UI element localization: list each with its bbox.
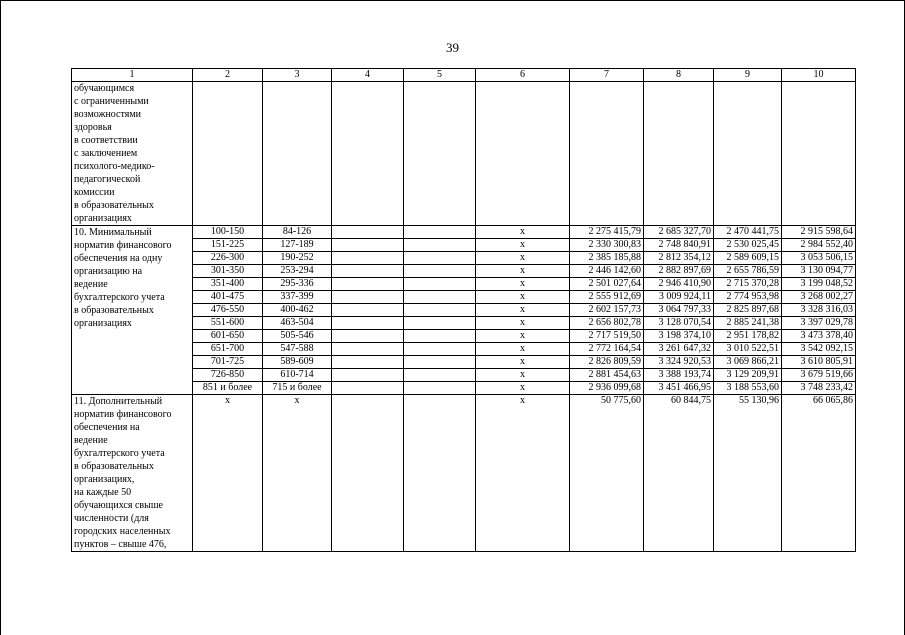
section9-text-description [72,82,193,226]
cell-c10: 2 984 552,40 [782,239,856,252]
page-frame-top [0,0,905,1]
cell-c8: 2 812 354,12 [644,252,714,265]
cell-empty [570,82,644,226]
cell-c9: 2 885 241,38 [714,317,782,330]
description-line: в соответствии [74,135,138,146]
cell-c2: 851 и более [193,382,263,395]
cell-c2: х [193,395,263,552]
section10-description [72,226,193,395]
description-line: в образовательных [74,305,154,316]
cell-c9: 2 825 897,68 [714,304,782,317]
cell-c7: 2 555 912,69 [570,291,644,304]
column-number-row [72,69,856,82]
description-line: норматив финансового [74,409,172,420]
description-line: обеспечения на [74,422,140,433]
cell-c6: х [476,317,570,330]
cell-empty [332,304,404,317]
cell-c6: х [476,265,570,278]
cell-c10: 3 679 519,66 [782,369,856,382]
description-line: организациях [74,318,132,329]
cell-empty [404,382,476,395]
cell-empty [404,265,476,278]
cell-empty [404,82,476,226]
cell-c3: 589-609 [263,356,332,369]
cell-c7: 2 936 099,68 [570,382,644,395]
section9-row [72,82,856,226]
norms-table [71,68,856,552]
cell-c10: 3 053 506,15 [782,252,856,265]
cell-c6: х [476,356,570,369]
description-line: 10. Минимальный [74,227,152,238]
cell-c2: 726-850 [193,369,263,382]
cell-c10: 3 473 378,40 [782,330,856,343]
cell-empty [332,330,404,343]
cell-c3: 190-252 [263,252,332,265]
description-line: здоровья [74,122,112,133]
cell-c3: 400-462 [263,304,332,317]
cell-c8: 2 748 840,91 [644,239,714,252]
cell-empty [404,278,476,291]
description-line: обеспечения на одну [74,253,163,264]
cell-c9: 2 589 609,15 [714,252,782,265]
cell-c6: х [476,304,570,317]
cell-empty [193,82,263,226]
cell-empty [332,278,404,291]
description-line: численности (для [74,513,149,524]
cell-c3: х [263,395,332,552]
description-line: психолого-медико- [74,161,155,172]
section11-row [72,395,856,552]
description-line: бухгалтерского учета [74,292,165,303]
cell-c10: 3 397 029,78 [782,317,856,330]
cell-c7: 50 775,60 [570,395,644,552]
description-line: ведение [74,279,108,290]
cell-c3: 337-399 [263,291,332,304]
cell-empty [332,226,404,239]
description-line: 11. Дополнительный [74,396,163,407]
cell-empty [404,343,476,356]
cell-c10: 2 915 598,64 [782,226,856,239]
cell-c2: 401-475 [193,291,263,304]
cell-empty [404,239,476,252]
section11-text-description [72,395,193,552]
cell-empty [332,317,404,330]
description-line: комиссии [74,187,115,198]
cell-c10: 3 748 233,42 [782,382,856,395]
cell-empty [332,343,404,356]
description-line: организациях, [74,474,135,485]
cell-c2: 551-600 [193,317,263,330]
cell-c9: 2 951 178,82 [714,330,782,343]
cell-c10: 3 268 002,27 [782,291,856,304]
cell-c8: 3 324 920,53 [644,356,714,369]
cell-c10: 3 199 048,52 [782,278,856,291]
cell-c7: 2 446 142,60 [570,265,644,278]
column-header: 5 [404,69,476,82]
section10-row [72,226,856,239]
cell-c7: 2 772 164,54 [570,343,644,356]
cell-c3: 127-189 [263,239,332,252]
cell-empty [644,82,714,226]
cell-c7: 2 501 027,64 [570,278,644,291]
cell-c7: 2 656 802,78 [570,317,644,330]
cell-c3: 295-336 [263,278,332,291]
cell-c6: х [476,369,570,382]
page-number: 39 [446,40,459,55]
cell-empty [332,252,404,265]
column-header: 4 [332,69,404,82]
cell-c3: 253-294 [263,265,332,278]
cell-c8: 3 198 374,10 [644,330,714,343]
description-line: бухгалтерского учета [74,448,165,459]
cell-c8: 60 844,75 [644,395,714,552]
cell-empty [332,395,404,552]
cell-c6: х [476,226,570,239]
cell-c3: 715 и более [263,382,332,395]
cell-c3: 547-588 [263,343,332,356]
cell-c7: 2 385 185,88 [570,252,644,265]
description-line: организациях [74,213,132,224]
cell-c9: 3 188 553,60 [714,382,782,395]
description-line: в образовательных [74,200,154,211]
cell-empty [404,356,476,369]
cell-c7: 2 717 519,50 [570,330,644,343]
cell-c3: 610-714 [263,369,332,382]
cell-empty [263,82,332,226]
cell-c9: 2 715 370,28 [714,278,782,291]
description-line: возможностями [74,109,142,120]
cell-c10: 3 130 094,77 [782,265,856,278]
cell-c6: х [476,330,570,343]
cell-c2: 476-550 [193,304,263,317]
column-header: 1 [72,69,193,82]
description-line: организацию на [74,266,143,277]
cell-empty [332,82,404,226]
cell-c8: 2 882 897,69 [644,265,714,278]
cell-c2: 301-350 [193,265,263,278]
cell-c6: х [476,291,570,304]
description-line: городских населенных [74,526,171,537]
column-header: 2 [193,69,263,82]
cell-c6: х [476,343,570,356]
cell-c7: 2 602 157,73 [570,304,644,317]
cell-c9: 2 530 025,45 [714,239,782,252]
cell-empty [332,265,404,278]
column-header: 9 [714,69,782,82]
cell-empty [332,239,404,252]
cell-c9: 3 129 209,91 [714,369,782,382]
cell-c6: х [476,252,570,265]
cell-c7: 2 330 300,83 [570,239,644,252]
description-line: ведение [74,435,108,446]
cell-c9: 2 655 786,59 [714,265,782,278]
cell-c3: 505-546 [263,330,332,343]
cell-c8: 3 388 193,74 [644,369,714,382]
cell-empty [404,395,476,552]
cell-c2: 100-150 [193,226,263,239]
description-line: пунктов – свыше 476, [74,539,167,550]
cell-empty [404,330,476,343]
cell-c9: 2 470 441,75 [714,226,782,239]
cell-c3: 84-126 [263,226,332,239]
page-frame-left [0,0,1,635]
cell-empty [332,382,404,395]
column-header: 3 [263,69,332,82]
cell-c2: 651-700 [193,343,263,356]
description-line: в образовательных [74,461,154,472]
cell-c8: 2 685 327,70 [644,226,714,239]
cell-c9: 2 774 953,98 [714,291,782,304]
cell-c3: 463-504 [263,317,332,330]
column-header: 7 [570,69,644,82]
cell-c10: 3 610 805,91 [782,356,856,369]
cell-c10: 3 328 316,03 [782,304,856,317]
cell-c7: 2 826 809,59 [570,356,644,369]
cell-empty [332,356,404,369]
cell-c9: 55 130,96 [714,395,782,552]
cell-c2: 151-225 [193,239,263,252]
cell-c6: х [476,278,570,291]
cell-c8: 3 064 797,33 [644,304,714,317]
cell-empty [404,252,476,265]
description-line: с заключением [74,148,138,159]
cell-empty [332,369,404,382]
description-line: норматив финансового [74,240,172,251]
cell-c9: 3 010 522,51 [714,343,782,356]
cell-c8: 3 451 466,95 [644,382,714,395]
column-header: 6 [476,69,570,82]
cell-empty [476,82,570,226]
cell-c2: 601-650 [193,330,263,343]
cell-empty [404,369,476,382]
cell-c10: 3 542 092,15 [782,343,856,356]
cell-c7: 2 881 454,63 [570,369,644,382]
cell-c9: 3 069 866,21 [714,356,782,369]
column-header: 8 [644,69,714,82]
cell-c6: х [476,382,570,395]
description-line: с ограниченными [74,96,149,107]
cell-c8: 3 009 924,11 [644,291,714,304]
cell-c7: 2 275 415,79 [570,226,644,239]
cell-c2: 351-400 [193,278,263,291]
cell-empty [332,291,404,304]
description-line: обучающимся [74,83,135,94]
cell-empty [404,304,476,317]
cell-c2: 226-300 [193,252,263,265]
cell-c8: 3 128 070,54 [644,317,714,330]
description-line: обучающихся свыше [74,500,163,511]
column-header: 10 [782,69,856,82]
description-line: педагогической [74,174,141,185]
cell-empty [404,291,476,304]
cell-c10: 66 065,86 [782,395,856,552]
cell-c8: 2 946 410,90 [644,278,714,291]
cell-empty [782,82,856,226]
cell-c8: 3 261 647,32 [644,343,714,356]
cell-c6: х [476,239,570,252]
description-line: на каждые 50 [74,487,132,498]
cell-c2: 701-725 [193,356,263,369]
cell-empty [404,317,476,330]
cell-empty [714,82,782,226]
cell-c6: х [476,395,570,552]
cell-empty [404,226,476,239]
